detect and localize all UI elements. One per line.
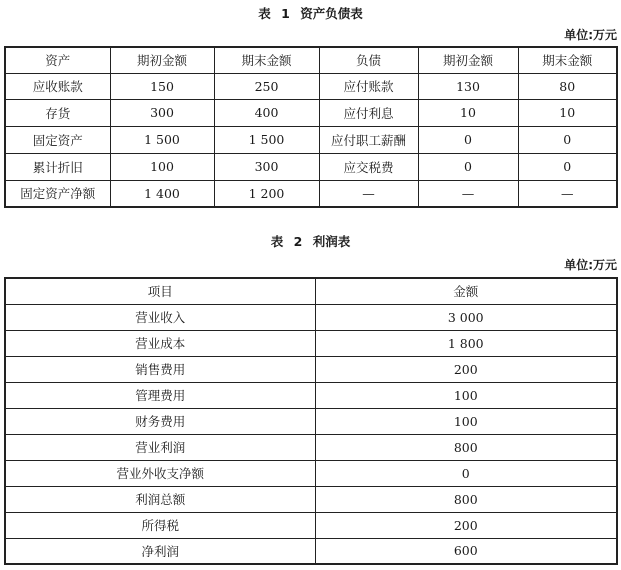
table-row	[5, 126, 617, 153]
table2-title: 表 2 利润表	[270, 234, 351, 249]
table2-header-row	[5, 278, 617, 304]
table1-header: 期初金额	[110, 47, 214, 73]
table-row	[5, 408, 617, 434]
table-cell: 80	[518, 73, 617, 99]
table1-unit: 单位:万元	[564, 28, 617, 42]
table-cell: 400	[214, 99, 319, 126]
table-cell: 应付账款	[319, 73, 418, 99]
table-cell: 净利润	[5, 538, 315, 564]
table-cell: 固定资产	[5, 126, 110, 153]
table-cell: 130	[418, 73, 518, 99]
table-cell: 800	[315, 434, 617, 460]
table-row	[5, 153, 617, 180]
table-cell: 1 800	[315, 330, 617, 356]
table-cell: 300	[110, 99, 214, 126]
table-row	[5, 460, 617, 486]
table-cell: 1 200	[214, 180, 319, 207]
table-cell: 200	[315, 512, 617, 538]
table-cell: 营业成本	[5, 330, 315, 356]
table-row	[5, 330, 617, 356]
table-cell: 财务费用	[5, 408, 315, 434]
table-cell: 销售费用	[5, 356, 315, 382]
table-cell: 1 400	[110, 180, 214, 207]
table-cell: 存货	[5, 99, 110, 126]
table2-header: 项目	[5, 278, 315, 304]
table-cell: —	[418, 180, 518, 207]
table-cell: 0	[518, 153, 617, 180]
table-row	[5, 180, 617, 207]
table-cell: 营业外收支净额	[5, 460, 315, 486]
table-cell: 0	[518, 126, 617, 153]
table-cell: 营业利润	[5, 434, 315, 460]
table-cell: 应付利息	[319, 99, 418, 126]
table-row	[5, 356, 617, 382]
table1-header: 期末金额	[518, 47, 617, 73]
balance-sheet-table	[4, 46, 618, 208]
table-cell: 1 500	[110, 126, 214, 153]
table1-header: 负债	[319, 47, 418, 73]
table-row	[5, 538, 617, 564]
table-cell: 应付职工薪酬	[319, 126, 418, 153]
table2-unit: 单位:万元	[564, 258, 617, 272]
table-row	[5, 382, 617, 408]
table1-title: 表 1 资产负债表	[258, 6, 363, 21]
table-cell: 150	[110, 73, 214, 99]
table-cell: 管理费用	[5, 382, 315, 408]
table-cell: 800	[315, 486, 617, 512]
table-cell: 3 000	[315, 304, 617, 330]
table-row	[5, 512, 617, 538]
table1-header: 期初金额	[418, 47, 518, 73]
table-cell: 10	[418, 99, 518, 126]
table-row	[5, 304, 617, 330]
table1-header: 期末金额	[214, 47, 319, 73]
table2-header: 金额	[315, 278, 617, 304]
table-cell: 200	[315, 356, 617, 382]
income-statement-table	[4, 277, 618, 565]
table-cell: 所得税	[5, 512, 315, 538]
table-cell: 0	[418, 153, 518, 180]
table-cell: —	[319, 180, 418, 207]
table-row	[5, 99, 617, 126]
table-cell: 100	[315, 382, 617, 408]
table-row	[5, 486, 617, 512]
table-cell: 250	[214, 73, 319, 99]
table-cell: 100	[110, 153, 214, 180]
table-cell: 0	[315, 460, 617, 486]
table-row	[5, 73, 617, 99]
table-cell: 应交税费	[319, 153, 418, 180]
table-cell: 10	[518, 99, 617, 126]
table-cell: —	[518, 180, 617, 207]
table-cell: 0	[418, 126, 518, 153]
table-cell: 利润总额	[5, 486, 315, 512]
table-cell: 300	[214, 153, 319, 180]
table-cell: 累计折旧	[5, 153, 110, 180]
table1-header-row	[5, 47, 617, 73]
table-cell: 应收账款	[5, 73, 110, 99]
table-cell: 600	[315, 538, 617, 564]
table-row	[5, 434, 617, 460]
table-cell: 固定资产净额	[5, 180, 110, 207]
table1-header: 资产	[5, 47, 110, 73]
table-cell: 1 500	[214, 126, 319, 153]
table-cell: 100	[315, 408, 617, 434]
table-cell: 营业收入	[5, 304, 315, 330]
